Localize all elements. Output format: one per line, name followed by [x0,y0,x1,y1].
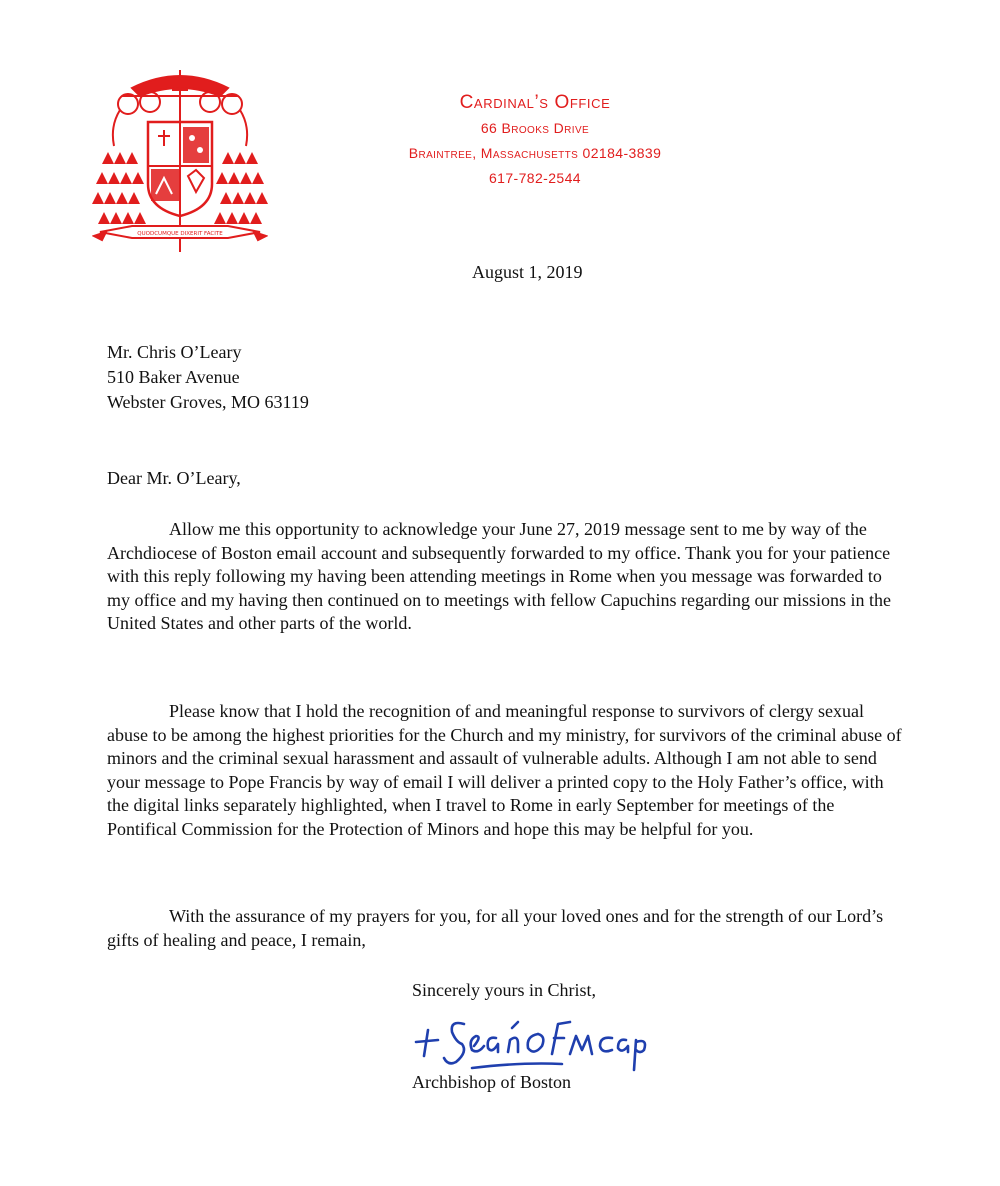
office-phone: 617-782-2544 [489,170,581,186]
letter-date: August 1, 2019 [472,262,583,282]
salutation: Dear Mr. O’Leary, [107,468,241,488]
closing: Sincerely yours in Christ, [412,980,596,1000]
handwritten-signature [412,1010,652,1080]
signer-title: Archbishop of Boston [412,1072,571,1092]
office-city: Braintree, Massachusetts 02184-3839 [408,145,662,161]
body-paragraph-2: Please know that I hold the recognition of and meaningful response to survivors of clergy sexual abuse to be among the highest priorities for the Church and my ministry, for survivors of the criminal abuse of minors and the criminal sexual harassment and assault of vulnerable adults. Although I am not able to send your message to Pope Francis by way of email I will deliver a printed copy to the Holy Father’s office, with the digital links separately highlighted, when I travel to Rome in early September for meetings of the Pontifical Commission for the Protection of Minors and hope this may be helpful for you. [107,701,902,839]
recipient-city: Webster Groves, MO 63119 [107,392,309,412]
office-name: Cardinal’s Office [459,92,611,113]
body-paragraph-1: Allow me this opportunity to acknowledge your June 27, 2019 message sent to me by way of the Archdiocese of Boston email account and subsequently forwarded to my office. Thank you for your patience with this reply following my having been attending meetings in Rome when you message was forwarded to my office and my having then continued on to meetings with fellow Capuchins regarding our missions in the United States and other parts of the world. [107,519,892,633]
svg-text:QUODCUMQUE DIXERIT FACITE: QUODCUMQUE DIXERIT FACITE [137,231,223,237]
letterhead [330,90,740,191]
office-street: 66 Brooks Drive [480,120,590,136]
body-paragraph-3: With the assurance of my prayers for you, for all your loved ones and for the strength of our Lord’s gifts of healing and peace, I remain, [107,906,884,950]
recipient-name: Mr. Chris O’Leary [107,342,242,362]
recipient-street: 510 Baker Avenue [107,367,240,387]
coat-of-arms-icon [92,66,268,254]
recipient-address [107,340,309,415]
